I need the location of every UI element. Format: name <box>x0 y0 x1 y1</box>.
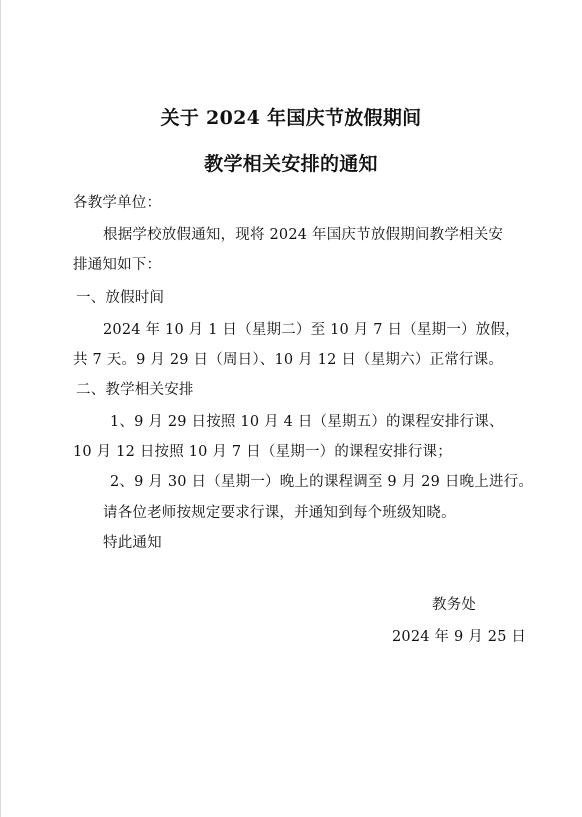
intro-line-2: 排通知如下： <box>73 257 162 273</box>
intro-line-1: 根据学校放假通知，现将 2024 年国庆节放假期间教学相关安 <box>103 227 504 243</box>
item-2-line-1: 2、9 月 30 日（星期一）晚上的课程调至 9 月 29 日晚上进行。 <box>110 474 534 490</box>
section-2-heading: 二、教学相关安排 <box>76 382 194 398</box>
title-line-1: 关于 2024 年国庆节放假期间 <box>160 107 422 129</box>
signature-office: 教务处 <box>432 597 477 613</box>
section-1-line-2: 共 7 天。9 月 29 日（周日）、10 月 12 日（星期六）正常行课。 <box>73 352 504 368</box>
closing-request: 请各位老师按规定要求行课，并通知到每个班级知晓。 <box>103 505 456 521</box>
title-line-2: 教学相关安排的通知 <box>204 153 378 175</box>
item-1-line-2: 10 月 12 日按照 10 月 7 日（星期一）的课程安排行课； <box>73 444 452 460</box>
salutation: 各教学单位： <box>73 195 162 211</box>
closing-notice: 特此通知 <box>103 535 162 551</box>
item-1-line-1: 1、9 月 29 日按照 10 月 4 日（星期五）的课程安排行课、 <box>110 414 504 430</box>
section-1-line-1: 2024 年 10 月 1 日（星期二）至 10 月 7 日（星期一）放假， <box>103 322 520 338</box>
section-1-heading: 一、放假时间 <box>76 290 165 306</box>
signature-date: 2024 年 9 月 25 日 <box>392 629 527 645</box>
